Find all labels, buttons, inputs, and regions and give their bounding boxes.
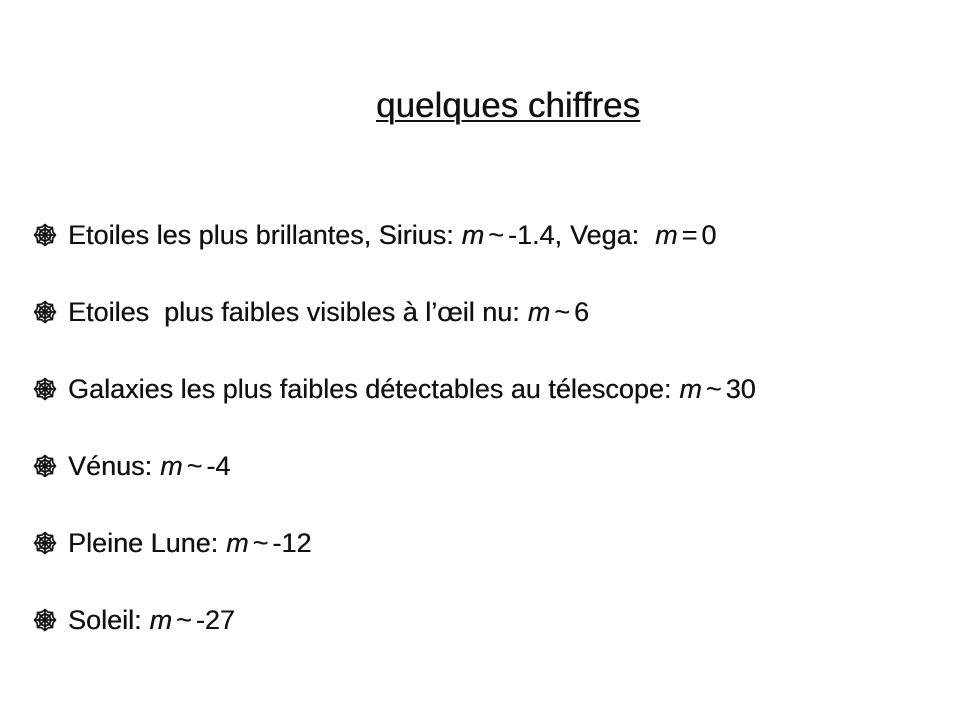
snowflake-asterisk-icon	[32, 530, 58, 556]
item-label: Soleil:	[68, 604, 142, 635]
equals-operator: =	[681, 219, 698, 250]
item-label: Etoiles les plus brillantes, Sirius:	[68, 219, 454, 250]
slide-title: quelques chiffres	[376, 86, 640, 125]
item-label: Etoiles plus faibles visibles à l’œil nu:	[68, 296, 520, 327]
magnitude-value: 0	[701, 219, 717, 250]
list-item-brightest-stars	[32, 196, 756, 273]
bullet-list	[32, 196, 756, 658]
magnitude-value: 6	[573, 296, 589, 327]
magnitude-symbol: m	[679, 373, 702, 404]
list-item-faintest-galaxies	[32, 350, 756, 427]
item-label: Galaxies les plus faibles détectables au télescope:	[68, 373, 672, 404]
list-item-sun	[32, 581, 756, 658]
magnitude-symbol: m	[226, 527, 249, 558]
magnitude-value: -1.4,	[507, 219, 562, 250]
item-label: Pleine Lune:	[68, 527, 219, 558]
approx-operator: ~	[176, 604, 192, 635]
magnitude-symbol: m	[149, 604, 173, 635]
magnitude-value: -4	[206, 450, 231, 481]
approx-operator: ~	[554, 296, 570, 327]
item-label: Vénus:	[68, 450, 153, 481]
approx-operator: ~	[488, 219, 504, 250]
approx-operator: ~	[186, 450, 203, 481]
snowflake-asterisk-icon	[32, 453, 58, 479]
magnitude-symbol: m	[527, 296, 551, 327]
approx-operator: ~	[705, 373, 722, 404]
magnitude-value: -12	[272, 527, 312, 558]
approx-operator: ~	[252, 527, 269, 558]
magnitude-symbol: m	[461, 219, 485, 250]
magnitude-symbol: m	[655, 219, 678, 250]
list-item-venus	[32, 427, 756, 504]
snowflake-asterisk-icon	[32, 607, 58, 633]
list-item-full-moon	[32, 504, 756, 581]
magnitude-symbol: m	[160, 450, 183, 481]
snowflake-asterisk-icon	[32, 376, 58, 402]
snowflake-asterisk-icon	[32, 222, 58, 248]
list-item-faintest-naked-eye	[32, 273, 756, 350]
magnitude-value: -27	[195, 604, 235, 635]
item-label-secondary: Vega:	[569, 219, 640, 250]
snowflake-asterisk-icon	[32, 299, 58, 325]
magnitude-value: 30	[725, 373, 756, 404]
